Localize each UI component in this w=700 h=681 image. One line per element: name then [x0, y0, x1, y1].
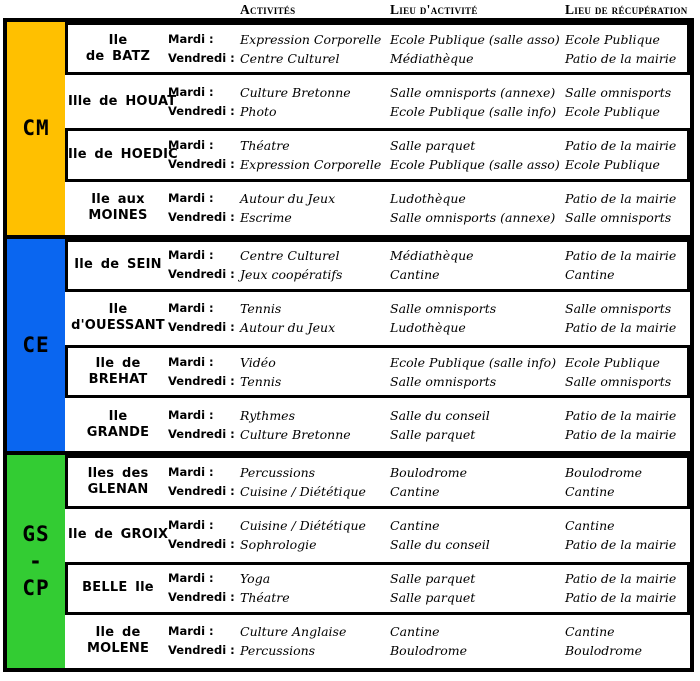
pickup-tuesday: Salle omnisports [565, 84, 672, 100]
activity-tuesday: Yoga [240, 571, 271, 587]
place-tuesday: Ecole Publique (salle asso) [390, 31, 560, 47]
activity-friday: Tennis [240, 373, 282, 389]
activity-friday: Cuisine / Diététique [240, 483, 366, 499]
table-header [68, 0, 694, 18]
table-row [65, 562, 690, 615]
table-row [65, 615, 690, 668]
place-friday: Salle omnisports (annexe) [390, 210, 556, 226]
island-name-line: BREHAT [88, 371, 148, 387]
island-name [68, 625, 168, 657]
island-name-line: Ille de HOUAT [68, 93, 177, 109]
day-labels-cell [168, 569, 238, 607]
day-labels-cell [168, 189, 238, 227]
activity-tuesday: Centre Culturel [240, 248, 340, 264]
place-tuesday: Ecole Publique (salle info) [390, 354, 557, 370]
pickup-place-cell [563, 353, 687, 391]
place-friday: Salle du conseil [390, 537, 490, 553]
pickup-friday: Cantine [565, 267, 615, 283]
pickup-tuesday: Cantine [565, 518, 615, 534]
day-labels-cell [168, 353, 238, 391]
activity-place-cell [388, 353, 563, 391]
place-tuesday: Médiathèque [390, 248, 474, 264]
island-name [68, 580, 168, 596]
pickup-place-cell [563, 299, 687, 337]
place-tuesday: Cantine [390, 624, 440, 640]
activity-friday: Culture Bretonne [240, 426, 351, 442]
island-name [68, 409, 168, 441]
pickup-place-cell [563, 406, 687, 444]
activity-place-cell [388, 189, 563, 227]
group-color-band [7, 455, 65, 668]
table-row [65, 509, 690, 562]
pickup-friday: Patio de la mairie [565, 320, 677, 336]
header-lieu-recuperation: Lieu de récupération [565, 2, 688, 17]
pickup-friday: Patio de la mairie [565, 537, 677, 553]
pickup-place-cell [563, 622, 687, 660]
activity-tuesday: Expression Corporelle [240, 31, 382, 47]
island-name-line: Ile de [95, 355, 141, 371]
table-row [65, 22, 690, 75]
activities-cell [238, 516, 388, 554]
pickup-place-cell [563, 189, 687, 227]
island-name-line: Ile de GROIX [68, 527, 169, 543]
island-name [68, 356, 168, 388]
pickup-friday: Patio de la mairie [565, 50, 677, 66]
island-name-line: Ile de HOEDIC [68, 146, 178, 162]
day-labels-cell [168, 463, 238, 501]
day-label-friday: Vendredi : [168, 537, 235, 552]
island-name-line: Iles des [87, 465, 149, 481]
activity-tuesday: Vidéo [240, 354, 276, 370]
activity-friday: Sophrologie [240, 537, 317, 553]
place-friday: Salle parquet [390, 426, 476, 442]
day-label-friday: Vendredi : [168, 156, 235, 171]
activities-cell [238, 30, 388, 68]
activity-tuesday: Tennis [240, 301, 282, 317]
day-label-friday: Vendredi : [168, 373, 235, 388]
activity-tuesday: Cuisine / Diététique [240, 518, 366, 534]
day-label-tuesday: Mardi : [168, 191, 214, 206]
place-tuesday: Salle parquet [390, 571, 476, 587]
day-label-friday: Vendredi : [168, 643, 235, 658]
header-lieu-activite: Lieu d'activité [390, 2, 478, 17]
group-rows [65, 22, 690, 235]
activity-tuesday: Rythmes [240, 407, 295, 423]
activity-place-cell [388, 463, 563, 501]
activity-place-cell [388, 406, 563, 444]
place-tuesday: Salle omnisports [390, 301, 497, 317]
place-friday: Médiathèque [390, 50, 474, 66]
day-label-friday: Vendredi : [168, 50, 235, 65]
day-labels-cell [168, 299, 238, 337]
activities-cell [238, 246, 388, 284]
activity-friday: Escrime [240, 210, 292, 226]
activity-friday: Centre Culturel [240, 50, 340, 66]
pickup-tuesday: Patio de la mairie [565, 571, 677, 587]
island-name-line: Ile de SEIN [74, 257, 162, 273]
island-name [68, 257, 168, 273]
table-row [65, 292, 690, 345]
island-name-line: GRANDE [86, 424, 150, 440]
group-rows [65, 455, 690, 668]
class-group [7, 451, 690, 668]
day-label-tuesday: Mardi : [168, 624, 214, 639]
pickup-friday: Patio de la mairie [565, 590, 677, 606]
island-name [68, 93, 177, 110]
activities-cell [238, 353, 388, 391]
pickup-friday: Salle omnisports [565, 210, 672, 226]
pickup-friday: Ecole Publique [565, 103, 660, 119]
island-name [68, 302, 168, 334]
island-name [68, 527, 168, 543]
activities-cell [238, 569, 388, 607]
activity-place-cell [388, 569, 563, 607]
day-labels-cell [168, 136, 238, 174]
day-label-tuesday: Mardi : [168, 464, 214, 479]
day-label-friday: Vendredi : [168, 320, 235, 335]
island-name-line: Ile [108, 408, 128, 424]
table-row [65, 455, 690, 508]
island-name-line: Ile de [95, 625, 141, 641]
activity-friday: Théatre [240, 590, 290, 606]
pickup-tuesday: Ecole Publique [565, 31, 660, 47]
group-rows [65, 239, 690, 452]
pickup-tuesday: Patio de la mairie [565, 407, 677, 423]
activity-place-cell [388, 30, 563, 68]
day-label-tuesday: Mardi : [168, 31, 214, 46]
day-labels-cell [168, 516, 238, 554]
activity-tuesday: Théatre [240, 137, 290, 153]
island-name-line: de BATZ [85, 48, 151, 64]
place-tuesday: Cantine [390, 518, 440, 534]
day-label-friday: Vendredi : [168, 483, 235, 498]
group-color-band [7, 22, 65, 235]
place-tuesday: Salle omnisports (annexe) [390, 84, 556, 100]
group-label-line: - [29, 549, 43, 574]
island-name-line: MOINES [88, 208, 148, 224]
activity-place-cell [388, 516, 563, 554]
day-label-friday: Vendredi : [168, 103, 235, 118]
table-row [65, 345, 690, 398]
pickup-tuesday: Boulodrome [565, 464, 643, 480]
activities-cell [238, 136, 388, 174]
activities-cell [238, 189, 388, 227]
day-labels-cell [168, 30, 238, 68]
pickup-friday: Patio de la mairie [565, 426, 677, 442]
group-label-line: CE [22, 332, 50, 357]
activities-cell [238, 406, 388, 444]
pickup-friday: Boulodrome [565, 643, 643, 659]
pickup-place-cell [563, 246, 687, 284]
pickup-friday: Ecole Publique [565, 156, 660, 172]
activity-friday: Photo [240, 103, 277, 119]
place-friday: Ludothèque [390, 320, 466, 336]
day-label-tuesday: Mardi : [168, 518, 214, 533]
island-name [68, 466, 168, 498]
place-friday: Salle parquet [390, 590, 476, 606]
activity-place-cell [388, 246, 563, 284]
day-labels-cell [168, 406, 238, 444]
island-name-line: d'OUESSANT [71, 318, 165, 334]
day-label-tuesday: Mardi : [168, 137, 214, 152]
day-labels-cell [168, 622, 238, 660]
activity-place-cell [388, 136, 563, 174]
activity-place-cell [388, 622, 563, 660]
activity-tuesday: Culture Anglaise [240, 624, 347, 640]
pickup-tuesday: Ecole Publique [565, 354, 660, 370]
pickup-friday: Cantine [565, 483, 615, 499]
place-friday: Ecole Publique (salle asso) [390, 156, 560, 172]
pickup-friday: Salle omnisports [565, 373, 672, 389]
pickup-place-cell [563, 569, 687, 607]
group-label-line: CP [22, 576, 50, 601]
group-label-line: GS [22, 522, 50, 547]
activity-friday: Jeux coopératifs [240, 267, 343, 283]
day-label-tuesday: Mardi : [168, 407, 214, 422]
activities-cell [238, 83, 388, 121]
place-tuesday: Salle parquet [390, 137, 476, 153]
header-activites: Activités [240, 2, 296, 17]
table-row [65, 398, 690, 451]
island-name [68, 33, 168, 65]
activity-friday: Percussions [240, 643, 316, 659]
activity-tuesday: Percussions [240, 464, 316, 480]
island-name-line: MOLENE [86, 641, 150, 657]
schedule-table [3, 18, 694, 672]
place-friday: Cantine [390, 267, 440, 283]
activities-cell [238, 463, 388, 501]
day-label-tuesday: Mardi : [168, 301, 214, 316]
island-name-line: Ile [108, 32, 128, 48]
activities-cell [238, 299, 388, 337]
day-label-friday: Vendredi : [168, 426, 235, 441]
place-tuesday: Salle du conseil [390, 407, 490, 423]
table-row [65, 239, 690, 292]
island-name-line: BELLE Ile [82, 580, 154, 596]
group-color-band [7, 239, 65, 452]
activity-friday: Autour du Jeux [240, 320, 336, 336]
island-name-line: Ile aux [91, 192, 145, 208]
island-name [68, 146, 178, 163]
activity-place-cell [388, 83, 563, 121]
place-tuesday: Ludothèque [390, 191, 466, 207]
place-tuesday: Boulodrome [390, 464, 468, 480]
day-label-tuesday: Mardi : [168, 84, 214, 99]
place-friday: Salle omnisports [390, 373, 497, 389]
pickup-tuesday: Patio de la mairie [565, 248, 677, 264]
island-name-line: GLENAN [87, 481, 149, 497]
place-friday: Ecole Publique (salle info) [390, 103, 557, 119]
day-labels-cell [168, 83, 238, 121]
day-label-tuesday: Mardi : [168, 354, 214, 369]
place-friday: Cantine [390, 483, 440, 499]
group-label-line: CM [22, 115, 50, 140]
day-label-tuesday: Mardi : [168, 248, 214, 263]
pickup-place-cell [563, 516, 687, 554]
table-row [65, 128, 690, 181]
activity-tuesday: Culture Bretonne [240, 84, 351, 100]
island-name [68, 192, 168, 224]
pickup-tuesday: Patio de la mairie [565, 137, 677, 153]
pickup-place-cell [563, 83, 687, 121]
pickup-place-cell [563, 463, 687, 501]
activities-cell [238, 622, 388, 660]
day-label-tuesday: Mardi : [168, 571, 214, 586]
activity-friday: Expression Corporelle [240, 156, 382, 172]
activity-place-cell [388, 299, 563, 337]
day-labels-cell [168, 246, 238, 284]
table-row [65, 75, 690, 128]
day-label-friday: Vendredi : [168, 210, 235, 225]
class-group [7, 22, 690, 235]
pickup-place-cell [563, 30, 687, 68]
day-label-friday: Vendredi : [168, 590, 235, 605]
island-name-line: Ile [108, 302, 128, 318]
pickup-place-cell [563, 136, 687, 174]
pickup-tuesday: Salle omnisports [565, 301, 672, 317]
table-row [65, 182, 690, 235]
activity-tuesday: Autour du Jeux [240, 191, 336, 207]
class-group [7, 235, 690, 452]
day-label-friday: Vendredi : [168, 267, 235, 282]
pickup-tuesday: Patio de la mairie [565, 191, 677, 207]
pickup-tuesday: Cantine [565, 624, 615, 640]
place-friday: Boulodrome [390, 643, 468, 659]
